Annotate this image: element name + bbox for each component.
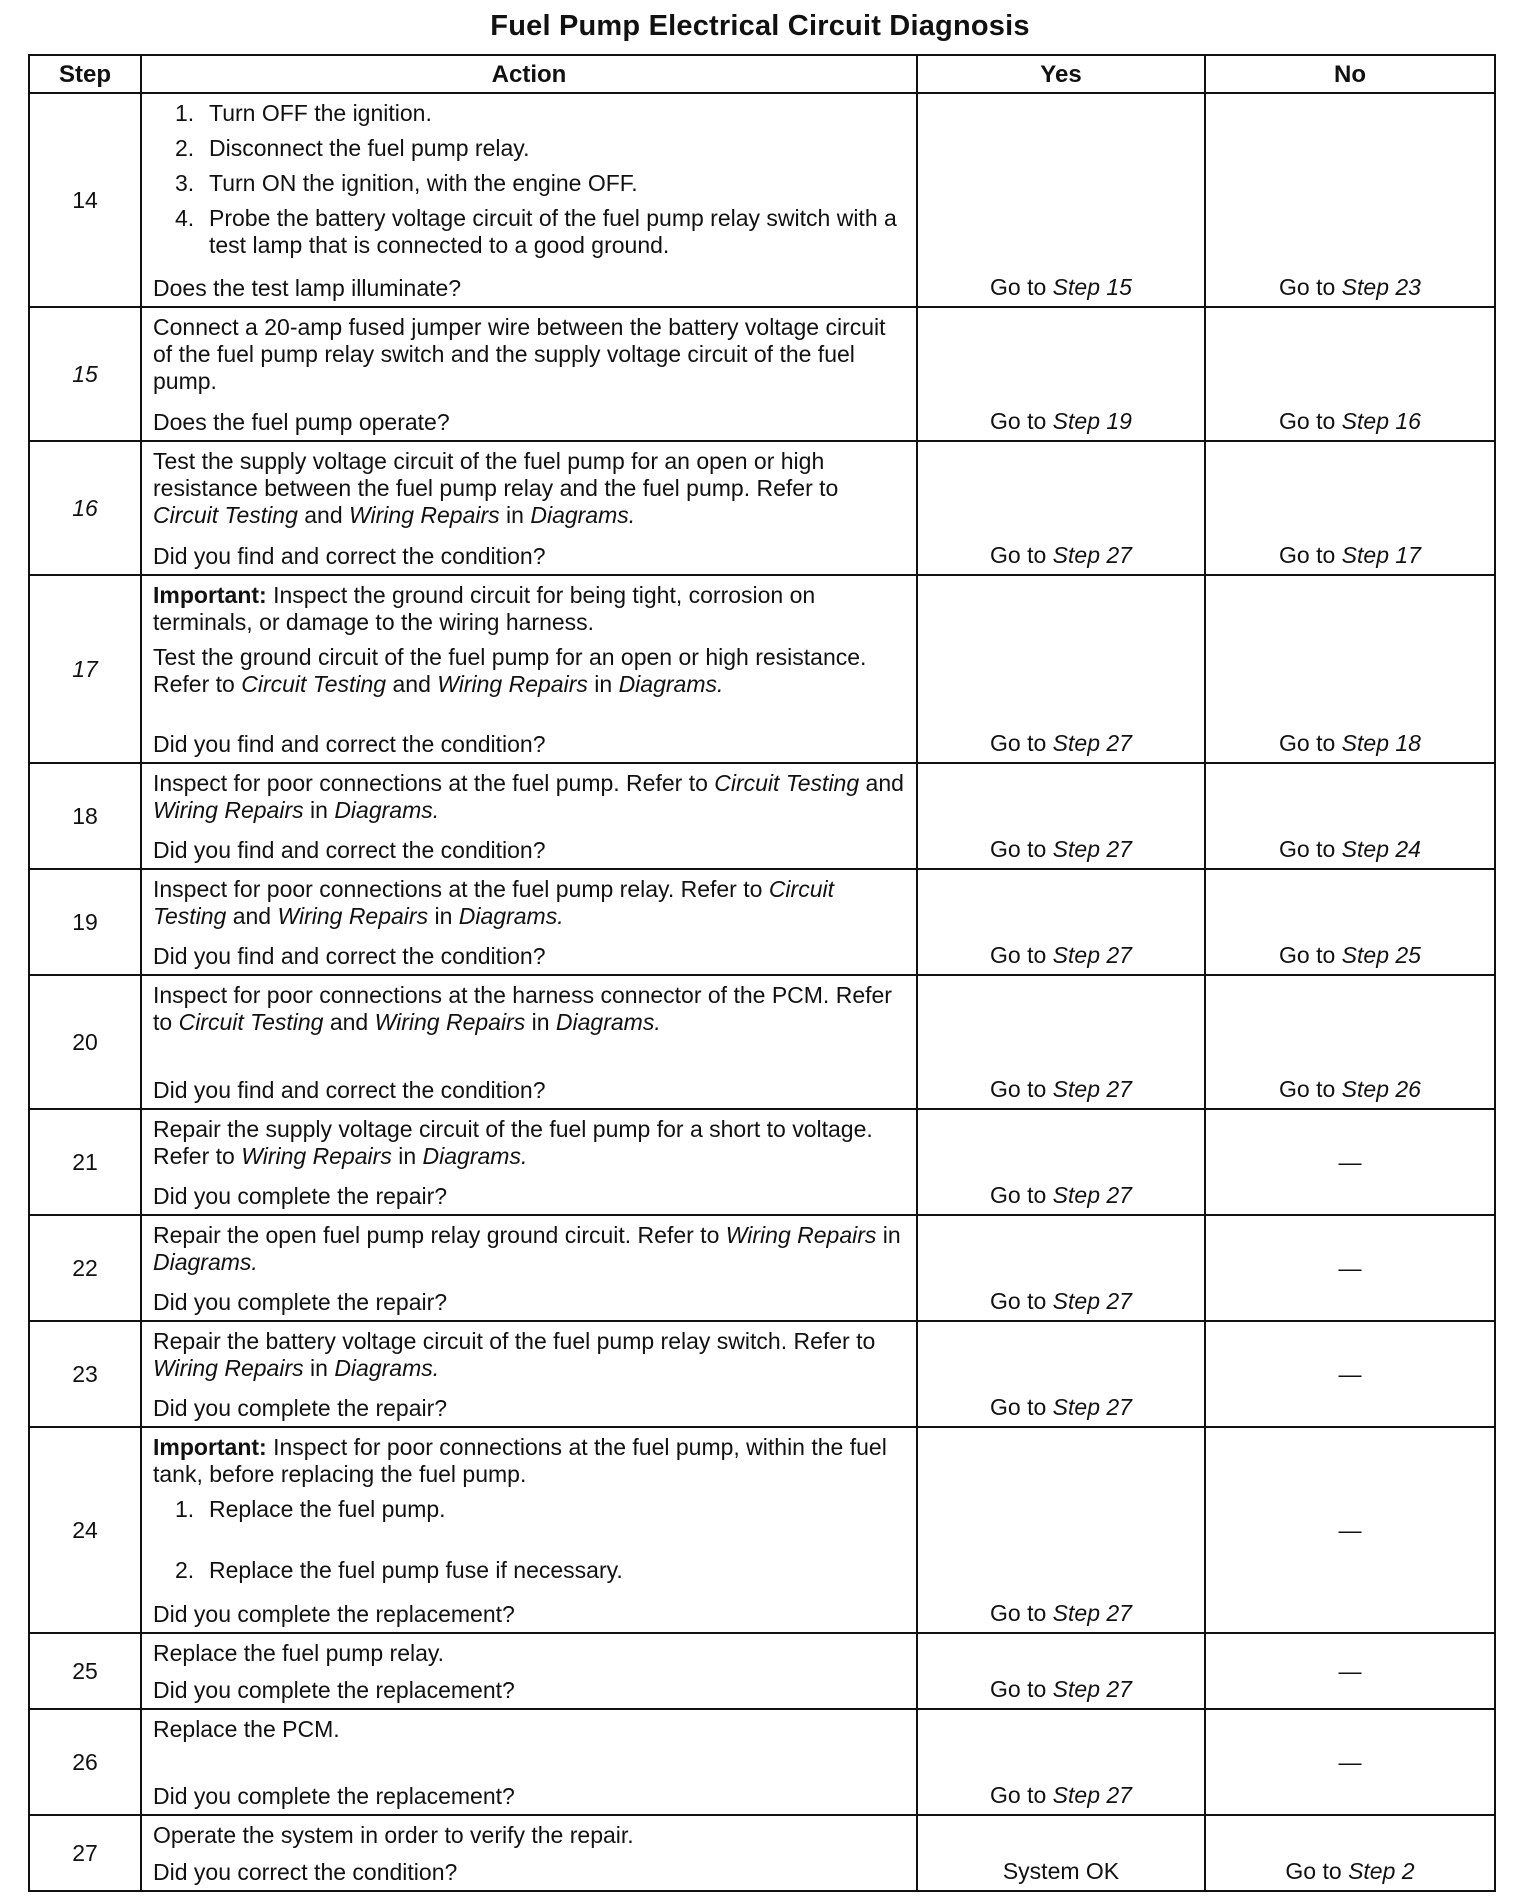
action-instructions: [153, 1640, 906, 1675]
action-cell: [141, 1321, 917, 1427]
goto-prefix: Go to: [1279, 408, 1342, 434]
reference-text: Wiring Repairs: [437, 671, 588, 697]
goto-prefix: Go to: [990, 1182, 1053, 1208]
action-question: Did you complete the replacement?: [153, 1677, 515, 1703]
numbered-step: [153, 100, 906, 127]
reference-text: Diagrams.: [530, 502, 636, 528]
step-number: 15: [29, 307, 141, 441]
action-text: Operate the system in order to verify the repair.: [153, 1822, 634, 1848]
yes-cell: [917, 93, 1205, 307]
action-text: Repair the supply voltage circuit of the fuel pump for a short to voltage. Refer to: [153, 1116, 873, 1169]
yes-cell: [917, 575, 1205, 763]
numbered-step: [153, 1496, 906, 1523]
yes-cell: [917, 1321, 1205, 1427]
numbered-step-number: 2.: [175, 135, 195, 161]
goto-step: Step 27: [1052, 1394, 1132, 1420]
header-action: Action: [141, 55, 917, 93]
action-paragraph: [153, 1434, 906, 1488]
reference-text: Circuit Testing: [178, 1009, 324, 1035]
action-text: and: [226, 903, 278, 929]
reference-text: Diagrams.: [334, 797, 440, 823]
action-content: [153, 1328, 906, 1422]
action-content: [153, 314, 906, 436]
numbered-step-text: Replace the fuel pump fuse if necessary.: [209, 1557, 623, 1583]
numbered-step-text: Replace the fuel pump.: [209, 1496, 446, 1522]
goto-step: Step 18: [1341, 730, 1421, 756]
goto-prefix: Go to: [990, 1676, 1053, 1702]
action-text: and: [297, 502, 350, 528]
goto-step: Step 27: [1052, 836, 1132, 862]
reference-text: Diagrams.: [458, 903, 564, 929]
action-question: Did you complete the repair?: [153, 1395, 448, 1421]
yes-cell: [917, 1709, 1205, 1815]
action-paragraph: [153, 1116, 906, 1170]
goto-step: Step 26: [1341, 1076, 1421, 1102]
goto-step: Step 27: [1052, 542, 1132, 568]
table-row: [29, 763, 1495, 869]
numbered-step-number: 1.: [175, 1496, 195, 1522]
goto-prefix: Go to: [990, 274, 1053, 300]
action-text: in: [303, 1355, 335, 1381]
goto-step: Step 27: [1052, 1076, 1132, 1102]
goto-step: Step 19: [1052, 408, 1132, 434]
reference-text: Circuit Testing: [241, 671, 387, 697]
action-question: Did you complete the replacement?: [153, 1601, 515, 1627]
step-number: 26: [29, 1709, 141, 1815]
action-content: [153, 100, 906, 302]
step-number: 21: [29, 1109, 141, 1215]
step-number: 16: [29, 441, 141, 575]
action-question: Did you find and correct the condition?: [153, 943, 546, 969]
action-text: in: [428, 903, 459, 929]
yes-cell: [917, 307, 1205, 441]
reference-text: Wiring Repairs: [277, 903, 429, 929]
numbered-step-number: 3.: [175, 170, 195, 196]
action-content: [153, 1716, 906, 1810]
action-cell: [141, 869, 917, 975]
goto-prefix: Go to: [990, 1288, 1053, 1314]
goto-prefix: Go to: [990, 1600, 1053, 1626]
action-text: in: [303, 797, 335, 823]
action-content: [153, 1116, 906, 1210]
goto-step: Step 23: [1341, 274, 1421, 300]
action-instructions: [153, 770, 906, 832]
action-paragraph: [153, 448, 906, 529]
action-cell: [141, 1427, 917, 1633]
goto-step: Step 24: [1341, 836, 1421, 862]
action-content: [153, 1640, 906, 1704]
important-label: Important:: [153, 1434, 267, 1460]
action-cell: [141, 1215, 917, 1321]
no-cell: —: [1205, 1321, 1495, 1427]
table-row: [29, 1427, 1495, 1633]
yes-cell: [917, 1215, 1205, 1321]
action-cell: [141, 441, 917, 575]
action-instructions: [153, 100, 906, 267]
yes-cell: [917, 763, 1205, 869]
goto-prefix: Go to: [990, 1076, 1053, 1102]
action-instructions: [153, 1434, 906, 1592]
action-text: in: [587, 671, 619, 697]
reference-text: Wiring Repairs: [241, 1143, 392, 1169]
table-body: [29, 93, 1495, 1891]
action-question: Did you find and correct the condition?: [153, 731, 546, 757]
reference-text: Diagrams.: [334, 1355, 440, 1381]
action-question: Did you complete the repair?: [153, 1289, 448, 1315]
reference-text: Wiring Repairs: [349, 502, 500, 528]
no-cell: [1205, 307, 1495, 441]
goto-prefix: Go to: [990, 1782, 1053, 1808]
action-content: [153, 770, 906, 864]
goto-step: Step 25: [1341, 942, 1421, 968]
action-cell: [141, 575, 917, 763]
action-content: [153, 448, 906, 570]
action-cell: [141, 1633, 917, 1709]
action-question: Did you complete the repair?: [153, 1183, 448, 1209]
action-content: [153, 876, 906, 970]
reference-text: Diagrams.: [555, 1009, 661, 1035]
table-row: [29, 1109, 1495, 1215]
goto-prefix: Go to: [990, 942, 1053, 968]
yes-cell: [917, 441, 1205, 575]
action-text: Inspect the ground circuit for being tight, corrosion on terminals, or damage to the wiring harness.: [153, 582, 816, 635]
action-content: [153, 1434, 906, 1628]
numbered-step-text: Disconnect the fuel pump relay.: [209, 135, 530, 161]
action-text: Test the supply voltage circuit of the fuel pump for an open or high resistance between the fuel pump relay and the fuel pump. Refer to: [153, 448, 839, 501]
step-number: 23: [29, 1321, 141, 1427]
action-instructions: [153, 1116, 906, 1178]
header-no: No: [1205, 55, 1495, 93]
action-instructions: [153, 448, 906, 537]
action-instructions: [153, 1328, 906, 1390]
numbered-step: [153, 170, 906, 197]
goto-prefix: Go to: [1285, 1858, 1349, 1884]
yes-cell: [917, 1633, 1205, 1709]
numbered-step: [153, 1557, 906, 1584]
action-instructions: [153, 876, 906, 938]
action-content: [153, 582, 906, 758]
action-instructions: [153, 982, 906, 1044]
no-cell: —: [1205, 1709, 1495, 1815]
no-cell: [1205, 975, 1495, 1109]
table-row: [29, 441, 1495, 575]
goto-step: Step 27: [1052, 942, 1132, 968]
reference-text: Diagrams.: [422, 1143, 528, 1169]
goto-prefix: Go to: [1279, 274, 1342, 300]
table-row: [29, 1633, 1495, 1709]
goto-prefix: Go to: [990, 542, 1053, 568]
step-number: 20: [29, 975, 141, 1109]
yes-cell: [917, 975, 1205, 1109]
yes-cell: [917, 1427, 1205, 1633]
header-yes: Yes: [917, 55, 1205, 93]
yes-cell: System OK: [917, 1815, 1205, 1891]
action-text: and: [386, 671, 438, 697]
action-text: Inspect for poor connections at the fuel pump. Refer to: [153, 770, 715, 796]
no-cell: [1205, 93, 1495, 307]
no-cell: —: [1205, 1633, 1495, 1709]
reference-text: Diagrams.: [618, 671, 724, 697]
action-paragraph: [153, 1640, 906, 1667]
action-text: in: [391, 1143, 423, 1169]
action-text: in: [499, 502, 531, 528]
action-instructions: [153, 1222, 906, 1284]
goto-prefix: Go to: [990, 730, 1053, 756]
action-instructions: [153, 1716, 906, 1751]
goto-step: Step 2: [1348, 1858, 1415, 1884]
diagnosis-table: [28, 54, 1496, 1892]
action-instructions: [153, 582, 906, 706]
important-label: Important:: [153, 582, 267, 608]
numbered-step: [153, 205, 906, 259]
goto-step: Step 27: [1052, 1288, 1132, 1314]
reference-text: Circuit Testing: [153, 502, 298, 528]
action-paragraph: [153, 982, 906, 1036]
action-paragraph: [153, 1716, 906, 1743]
action-text: Repair the open fuel pump relay ground circuit. Refer to: [153, 1222, 726, 1248]
table-row: [29, 869, 1495, 975]
table-row: [29, 307, 1495, 441]
numbered-step-text: Probe the battery voltage circuit of the fuel pump relay switch with a test lamp that is connected to a good ground.: [209, 205, 897, 258]
step-number: 27: [29, 1815, 141, 1891]
action-question: Does the fuel pump operate?: [153, 409, 450, 435]
table-row: [29, 93, 1495, 307]
header-step: Step: [29, 55, 141, 93]
action-text: Inspect for poor connections at the fuel pump, within the fuel tank, before replacing the fuel pump.: [153, 1434, 887, 1487]
action-instructions: [153, 314, 906, 403]
step-number: 19: [29, 869, 141, 975]
goto-step: Step 27: [1052, 1676, 1132, 1702]
step-number: 18: [29, 763, 141, 869]
step-number: 17: [29, 575, 141, 763]
goto-step: Step 27: [1052, 730, 1132, 756]
goto-prefix: Go to: [1279, 836, 1342, 862]
goto-prefix: Go to: [990, 836, 1053, 862]
action-text: Replace the PCM.: [153, 1716, 340, 1742]
goto-prefix: Go to: [1279, 542, 1342, 568]
action-paragraph: [153, 644, 906, 698]
table-row: [29, 1709, 1495, 1815]
no-cell: [1205, 575, 1495, 763]
action-paragraph: [153, 1328, 906, 1382]
no-cell: [1205, 441, 1495, 575]
goto-step: Step 27: [1052, 1782, 1132, 1808]
action-content: [153, 1822, 906, 1886]
numbered-step-number: 4.: [175, 205, 195, 231]
goto-prefix: Go to: [990, 1394, 1053, 1420]
action-paragraph: [153, 1222, 906, 1276]
action-paragraph: [153, 314, 906, 395]
goto-step: Step 15: [1052, 274, 1132, 300]
numbered-step-text: Turn ON the ignition, with the engine OFF.: [209, 170, 638, 196]
page-title: Fuel Pump Electrical Circuit Diagnosis: [490, 10, 1030, 42]
no-cell: —: [1205, 1215, 1495, 1321]
action-paragraph: [153, 1822, 906, 1849]
action-text: in: [876, 1222, 901, 1248]
goto-prefix: Go to: [1279, 1076, 1342, 1102]
action-text: in: [525, 1009, 556, 1035]
goto-prefix: Go to: [1279, 730, 1342, 756]
action-text: Replace the fuel pump relay.: [153, 1640, 445, 1666]
action-question: Did you find and correct the condition?: [153, 543, 546, 569]
action-cell: [141, 763, 917, 869]
yes-cell: [917, 1109, 1205, 1215]
reference-text: Wiring Repairs: [153, 797, 304, 823]
action-text: Connect a 20-amp fused jumper wire between the battery voltage circuit of the fuel pump relay switch and the supply voltage circuit of the fuel pump.: [153, 314, 886, 394]
action-question: Does the test lamp illuminate?: [153, 275, 462, 301]
action-text: and: [323, 1009, 375, 1035]
reference-text: Circuit Testing: [714, 770, 860, 796]
action-question: Did you find and correct the condition?: [153, 1077, 546, 1103]
action-text: Inspect for poor connections at the fuel pump relay. Refer to: [153, 876, 769, 902]
action-content: [153, 982, 906, 1104]
reference-text: Diagrams.: [153, 1249, 258, 1275]
numbered-step-text: Turn OFF the ignition.: [209, 100, 432, 126]
action-paragraph: [153, 770, 906, 824]
no-cell: —: [1205, 1427, 1495, 1633]
no-cell: [1205, 1815, 1495, 1891]
goto-prefix: Go to: [1279, 942, 1342, 968]
action-cell: [141, 1815, 917, 1891]
goto-prefix: Go to: [990, 408, 1053, 434]
no-cell: [1205, 869, 1495, 975]
action-question: Did you complete the replacement?: [153, 1783, 515, 1809]
step-number: 24: [29, 1427, 141, 1633]
goto-step: Step 27: [1052, 1182, 1132, 1208]
numbered-step-number: 2.: [175, 1557, 195, 1583]
step-number: 25: [29, 1633, 141, 1709]
action-content: [153, 1222, 906, 1316]
goto-step: Step 16: [1341, 408, 1421, 434]
action-cell: [141, 975, 917, 1109]
goto-step: Step 17: [1341, 542, 1421, 568]
yes-cell: [917, 869, 1205, 975]
table-row: [29, 575, 1495, 763]
action-cell: [141, 1709, 917, 1815]
reference-text: Wiring Repairs: [374, 1009, 526, 1035]
reference-text: Wiring Repairs: [725, 1222, 877, 1248]
table-row: [29, 1321, 1495, 1427]
action-text: and: [859, 770, 904, 796]
action-text: Inspect for poor connections at the harness connector of the PCM. Refer to: [153, 982, 892, 1035]
no-cell: —: [1205, 1109, 1495, 1215]
table-row: [29, 975, 1495, 1109]
action-text: Test the ground circuit of the fuel pump for an open or high resistance. Refer to: [153, 644, 867, 697]
goto-step: Step 27: [1052, 1600, 1132, 1626]
reference-text: Wiring Repairs: [153, 1355, 304, 1381]
action-paragraph: [153, 876, 906, 930]
step-number: 14: [29, 93, 141, 307]
action-cell: [141, 307, 917, 441]
table-row: [29, 1215, 1495, 1321]
no-cell: [1205, 763, 1495, 869]
action-question: Did you find and correct the condition?: [153, 837, 546, 863]
action-cell: [141, 1109, 917, 1215]
step-number: 22: [29, 1215, 141, 1321]
action-paragraph: [153, 582, 906, 636]
table-row: [29, 1815, 1495, 1891]
action-cell: [141, 93, 917, 307]
numbered-step-number: 1.: [175, 100, 195, 126]
action-text: Repair the battery voltage circuit of the fuel pump relay switch. Refer to: [153, 1328, 876, 1354]
action-instructions: [153, 1822, 906, 1857]
table-header-row: [29, 55, 1495, 93]
action-question: Did you correct the condition?: [153, 1859, 458, 1885]
numbered-step: [153, 135, 906, 162]
reference-text: Circuit Testing: [153, 876, 834, 929]
